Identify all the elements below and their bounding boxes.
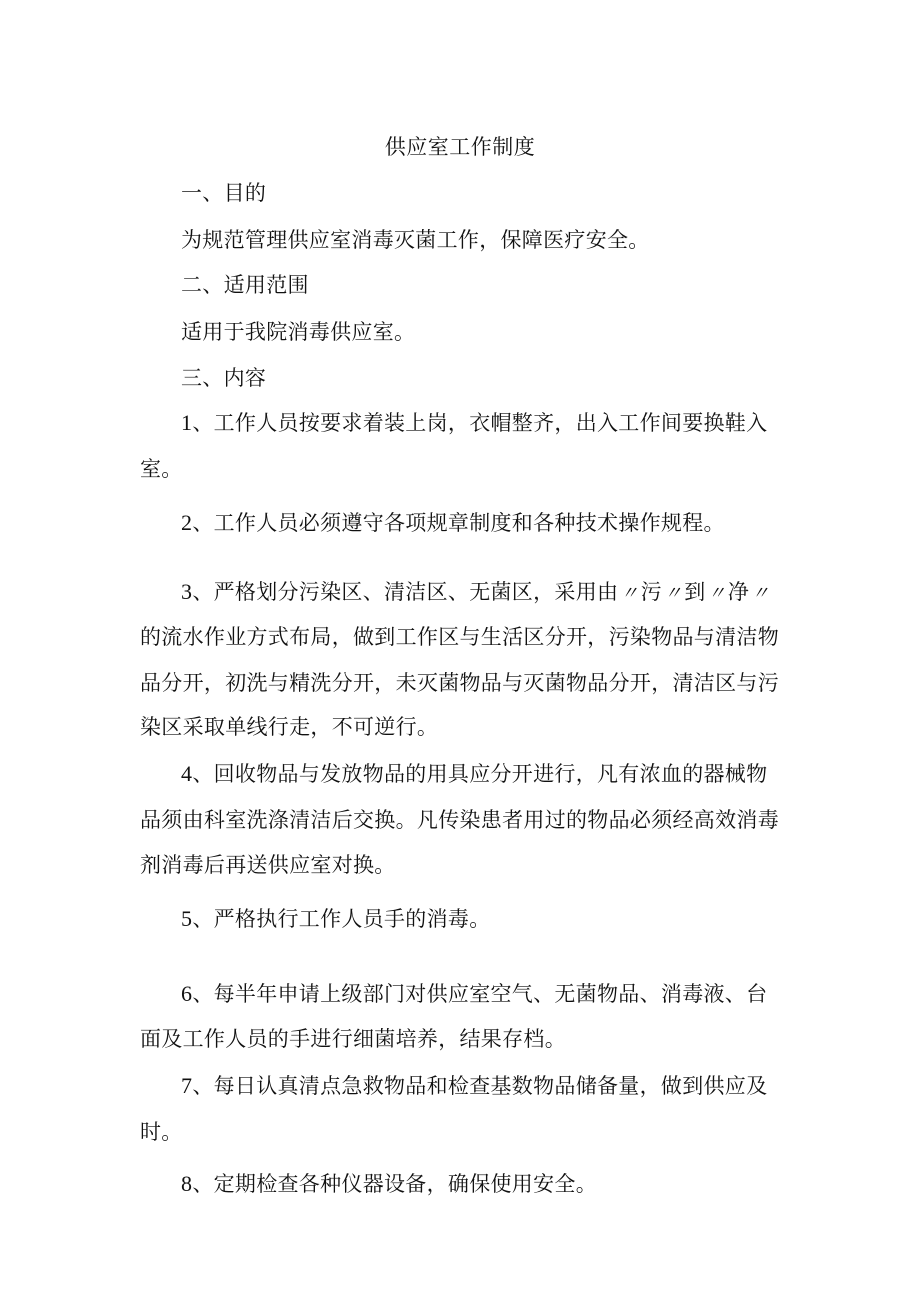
- item-text: 净: [727, 580, 750, 604]
- list-item-5-line-1: [181, 904, 781, 934]
- quote-mark: 〃: [751, 583, 770, 603]
- quote-mark: 〃: [707, 583, 726, 603]
- list-item-4-line-2: 品须由科室洗涤清洁后交换。凡传染患者用过的物品必须经高效消毒: [140, 808, 779, 832]
- list-item-8-line-1: [181, 1169, 781, 1199]
- list-item-1-line-1: [181, 408, 781, 438]
- list-item-3-line-1: [181, 577, 781, 608]
- section-heading-content: 三、内容: [181, 366, 267, 390]
- item-text: 、回收物品与发放物品的用具应分开进行，凡有浓血的器械物: [192, 762, 768, 786]
- item-number: 3: [181, 579, 193, 604]
- section-heading-scope: 二、适用范围: [181, 273, 309, 297]
- item-number: 6: [181, 981, 193, 1006]
- item-text: 、每日认真清点急救物品和检查基数物品储备量，做到供应及: [192, 1074, 768, 1098]
- item-number: 7: [181, 1073, 193, 1098]
- section-body-scope: 适用于我院消毒供应室。: [181, 320, 416, 344]
- list-item-3-line-4: 染区采取单线行走，不可逆行。: [140, 715, 439, 739]
- item-number: 2: [181, 510, 193, 535]
- item-text: 污: [640, 580, 662, 604]
- document-title: 供应室工作制度: [384, 135, 536, 159]
- item-text: 、工作人员按要求着装上岗，衣帽整齐，出入工作间要换鞋入: [192, 411, 768, 435]
- item-text: 、工作人员必须遵守各项规章制度和各种技术操作规程。: [192, 511, 725, 535]
- list-item-6-line-1: [181, 979, 781, 1009]
- item-number: 5: [181, 906, 193, 931]
- quote-mark: 〃: [620, 583, 639, 603]
- list-item-7-line-2: 时。: [140, 1120, 183, 1144]
- list-item-7-line-1: [181, 1071, 781, 1101]
- quote-mark: 〃: [663, 583, 683, 603]
- list-item-4-line-1: [181, 759, 781, 789]
- list-item-6-line-2: 面及工作人员的手进行细菌培养，结果存档。: [140, 1027, 566, 1051]
- section-heading-purpose: 一、目的: [181, 181, 267, 205]
- item-text: 、每半年申请上级部门对供应室空气、无菌物品、消毒液、台: [192, 982, 768, 1006]
- list-item-1-line-2: 室。: [140, 457, 183, 481]
- list-item-4-line-3: 剂消毒后再送供应室对换。: [140, 853, 396, 877]
- item-number: 1: [181, 410, 193, 435]
- item-text: 到: [684, 580, 706, 604]
- item-text: 、定期检查各种仪器设备，确保使用安全。: [192, 1172, 598, 1196]
- list-item-2-line-1: [181, 508, 781, 538]
- item-number: 4: [181, 761, 193, 786]
- list-item-3-line-2: 的流水作业方式布局，做到工作区与生活区分开，污染物品与清洁物: [140, 625, 779, 649]
- item-number: 8: [181, 1171, 193, 1196]
- item-text: 、严格划分污染区、清洁区、无菌区，采用由: [192, 580, 619, 604]
- item-text: 、严格执行工作人员手的消毒。: [192, 907, 491, 931]
- list-item-3-line-3: 品分开，初洗与精洗分开，未灭菌物品与灭菌物品分开，清洁区与污: [140, 671, 779, 695]
- section-body-purpose: 为规范管理供应室消毒灭菌工作，保障医疗安全。: [181, 228, 650, 252]
